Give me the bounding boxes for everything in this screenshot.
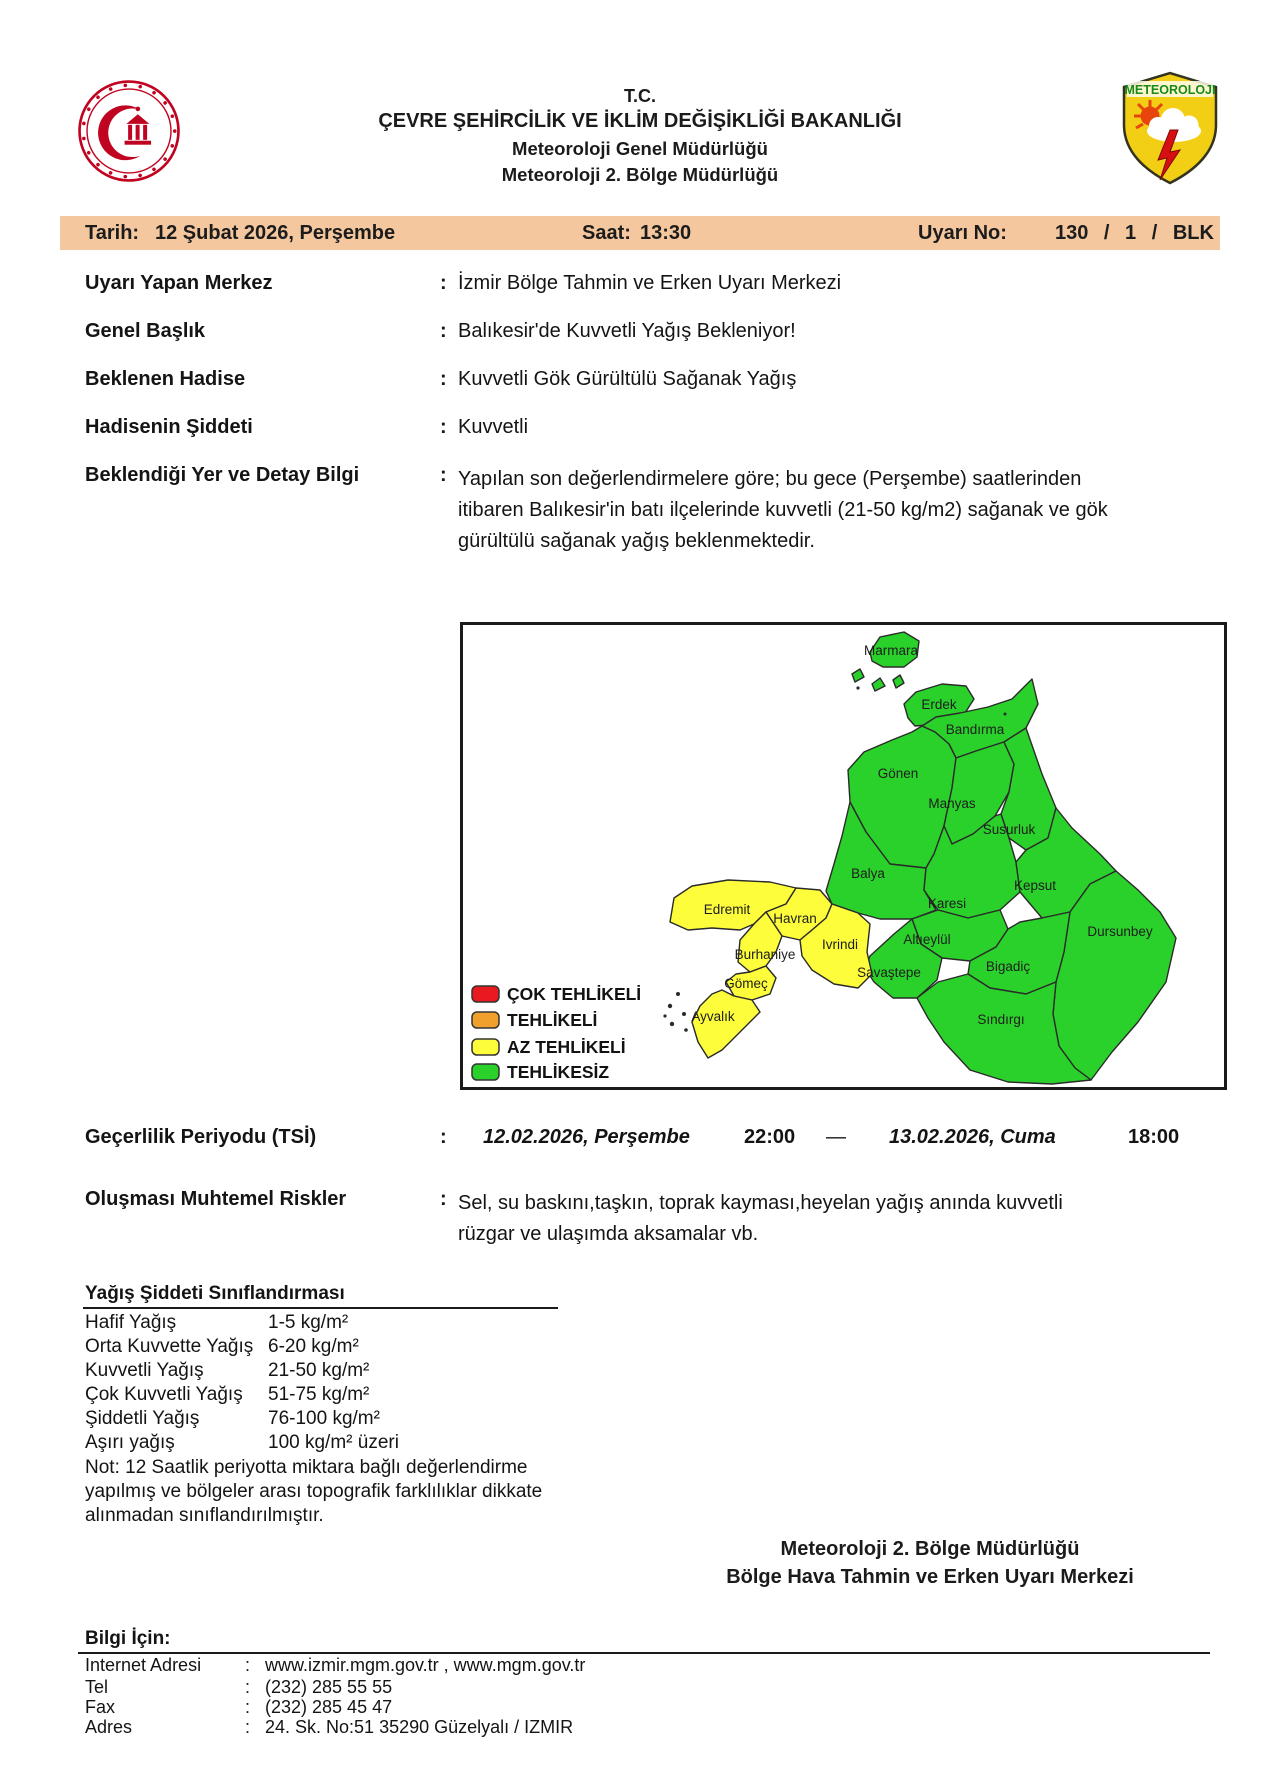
district-label: Susurluk <box>982 822 1036 837</box>
date-label: Tarih: <box>85 222 140 244</box>
district-label: Savaştepe <box>857 965 921 980</box>
classification-label: Hafif Yağış <box>85 1312 177 1333</box>
district-label: Burhaniye <box>734 947 796 962</box>
colon: : <box>440 1126 447 1148</box>
colon: : <box>245 1677 251 1697</box>
footer-label-adres: Adres <box>85 1717 133 1737</box>
classification-title: Yağış Şiddeti Sınıflandırması <box>85 1283 345 1304</box>
warning-no-value: 130 / 1 / BLK <box>1055 222 1214 244</box>
colon: : <box>245 1655 251 1675</box>
district-label: Bandırma <box>945 722 1005 737</box>
legend-label: TEHLİKESİZ <box>507 1062 610 1082</box>
validity-start-time: 22:00 <box>744 1126 796 1148</box>
risks-label: Oluşması Muhtemel Riskler <box>85 1188 347 1210</box>
classification-label: Kuvvetli Yağış <box>85 1360 204 1381</box>
classification-underline <box>83 1307 558 1309</box>
logo-text: METEOROLOJI <box>1124 83 1216 97</box>
colon: : <box>440 320 447 342</box>
field-label-beklenen-hadise: Beklenen Hadise <box>85 368 246 390</box>
legend-swatch-tehlikesiz <box>472 1064 499 1080</box>
colon: : <box>440 272 447 294</box>
district-label: Manyas <box>928 796 976 811</box>
validity-end-date: 13.02.2026, Cuma <box>889 1126 1056 1148</box>
classification-label: Orta Kuvvette Yağış <box>85 1336 254 1357</box>
field-value-hadisenin-siddeti: Kuvvetli <box>458 416 529 438</box>
classification-label: Aşırı yağış <box>85 1432 175 1453</box>
field-label-beklendigi-yer: Beklendiği Yer ve Detay Bilgi <box>85 464 360 486</box>
district-label: Erdek <box>921 697 957 712</box>
footer-title: Bilgi İçin: <box>85 1628 171 1649</box>
header-ministry: ÇEVRE ŞEHİRCİLİK VE İKLİM DEĞİŞİKLİĞİ BAKANLIĞI <box>378 110 902 132</box>
legend-label: TEHLİKELİ <box>507 1010 598 1030</box>
colon: : <box>440 368 447 390</box>
classification-label: Şiddetli Yağış <box>85 1408 200 1429</box>
field-label-hadisenin-siddeti: Hadisenin Şiddeti <box>85 416 253 438</box>
footer-value-adres: 24. Sk. No:51 35290 Güzelyalı / IZMIR <box>265 1717 574 1737</box>
header-org2: Meteoroloji 2. Bölge Müdürlüğü <box>501 164 779 185</box>
header-org1: Meteoroloji Genel Müdürlüğü <box>512 138 768 159</box>
footer-value-internet: www.izmir.mgm.gov.tr , www.mgm.gov.tr <box>265 1655 586 1675</box>
field-value-genel-baslik: Balıkesir'de Kuvvetli Yağış Bekleniyor! <box>458 320 796 342</box>
validity-label: Geçerlilik Periyodu (TSİ) <box>85 1126 317 1148</box>
classification-value: 6-20 kg/m² <box>268 1336 359 1357</box>
footer-label-tel: Tel <box>85 1677 109 1697</box>
validity-start-date: 12.02.2026, Perşembe <box>483 1126 690 1148</box>
district-label: Edremit <box>703 902 751 917</box>
colon: : <box>440 1188 447 1210</box>
field-label-genel-baslik: Genel Başlık <box>85 320 206 342</box>
meteoroloji-logo <box>1120 68 1220 186</box>
meteoroloji-shield-icon <box>1120 68 1220 186</box>
colon: : <box>440 416 447 438</box>
colon: : <box>245 1717 251 1737</box>
footer-label-fax: Fax <box>85 1697 116 1717</box>
district-label: Altıeylül <box>903 932 951 947</box>
classification-value: 1-5 kg/m² <box>268 1312 349 1333</box>
district-label: Bigadiç <box>985 959 1031 974</box>
date-value: 12 Şubat 2026, Perşembe <box>155 222 396 244</box>
footer-value-tel: (232) 285 55 55 <box>265 1677 393 1697</box>
district-label: Marmara <box>863 643 919 658</box>
validity-dash: — <box>826 1126 846 1148</box>
risks-value: Sel, su baskını,taşkın, toprak kayması,heyelan yağış anında kuvvetli rüzgar ve ulaşımda aksamalar vb. <box>458 1192 1063 1245</box>
district-label: Ivrindi <box>821 937 859 952</box>
legend-swatch-cok-tehlikeli <box>472 986 499 1002</box>
classification-label: Çok Kuvvetli Yağış <box>85 1384 243 1405</box>
district-label: Ayvalık <box>691 1009 735 1024</box>
field-label-uyari-yapan-merkez: Uyarı Yapan Merkez <box>85 272 273 294</box>
ministry-emblem <box>76 78 182 184</box>
time-value: 13:30 <box>640 222 692 244</box>
district-label: Havran <box>773 911 817 926</box>
classification-value: 21-50 kg/m² <box>268 1360 370 1381</box>
legend-swatch-az-tehlikeli <box>472 1039 499 1055</box>
field-value-uyari-yapan-merkez: İzmir Bölge Tahmin ve Erken Uyarı Merkezi <box>458 272 842 294</box>
info-bar <box>60 216 1220 250</box>
ministry-emblem-icon <box>76 78 182 184</box>
field-value-beklendigi-yer: Yapılan son değerlendirmelere göre; bu gece (Perşembe) saatlerinden itibaren Balıkesir'in batı ilçelerinde kuvvetli (21-50 kg/m2) sağanak ve gök gürültülü sağanak yağış beklenmektedir. <box>458 468 1108 552</box>
district-label: Kepsut <box>1013 878 1057 893</box>
classification-value: 76-100 kg/m² <box>268 1408 380 1429</box>
legend-swatch-tehlikeli <box>472 1012 499 1028</box>
time-label: Saat: <box>582 222 631 244</box>
legend-label: AZ TEHLİKELİ <box>507 1037 626 1057</box>
district-label: Balya <box>851 866 885 881</box>
warning-no-label: Uyarı No: <box>918 222 1007 244</box>
colon: : <box>440 464 447 486</box>
colon: : <box>245 1697 251 1717</box>
signature-line2: Bölge Hava Tahmin ve Erken Uyarı Merkezi <box>726 1566 1134 1588</box>
footer-rule <box>78 1652 1210 1654</box>
field-value-beklenen-hadise: Kuvvetli Gök Gürültülü Sağanak Yağış <box>458 368 797 390</box>
classification-note: Not: 12 Saatlik periyotta miktara bağlı değerlendirme yapılmış ve bölgeler arası topografik farklılıklar dikkate alınmadan sınıflandırılmıştır. <box>85 1457 543 1526</box>
classification-value: 100 kg/m² üzeri <box>268 1432 399 1453</box>
district-label: Karesi <box>927 896 967 911</box>
warning-map <box>460 622 1227 1090</box>
signature-line1: Meteoroloji 2. Bölge Müdürlüğü <box>780 1538 1080 1560</box>
district-label: Dursunbey <box>1087 924 1153 939</box>
district-label: Gömeç <box>724 976 768 991</box>
legend-label: ÇOK TEHLİKELİ <box>507 984 642 1004</box>
header-tc: T.C. <box>623 86 656 106</box>
classification-value: 51-75 kg/m² <box>268 1384 370 1405</box>
footer-value-fax: (232) 285 45 47 <box>265 1697 393 1717</box>
footer-label-internet: Internet Adresi <box>85 1655 202 1675</box>
district-label: Sındırgı <box>977 1012 1025 1027</box>
validity-end-time: 18:00 <box>1128 1126 1180 1148</box>
district-label: Gönen <box>877 766 919 781</box>
